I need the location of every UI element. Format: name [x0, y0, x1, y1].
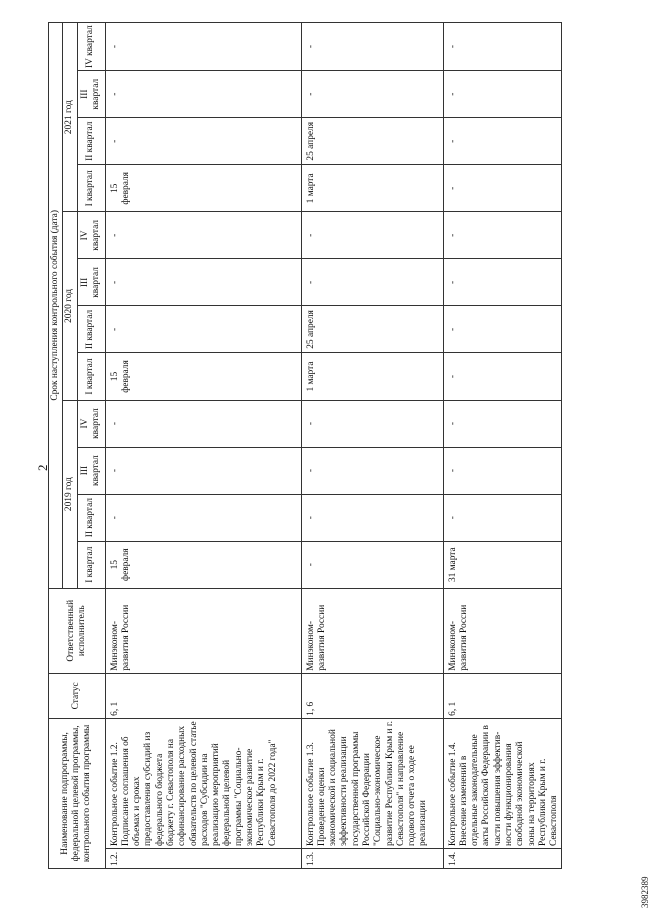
header-quarter: IV квартал — [77, 212, 105, 259]
date-cell: 1 марта — [301, 165, 443, 212]
date-cell: - — [301, 494, 443, 541]
date-cell: - — [443, 165, 562, 212]
date-cell: - — [105, 118, 301, 165]
header-responsible: Ответственный исполнитель — [49, 588, 106, 673]
table-row — [443, 23, 562, 869]
header-quarter: IV квартал — [77, 23, 105, 71]
row-number: 1.2. — [105, 848, 301, 868]
row-status: 1, 6 — [301, 673, 443, 718]
date-cell: - — [443, 118, 562, 165]
date-cell: 15 февраля — [105, 165, 301, 212]
header-deadline: Срок наступления контрольного события (дата) — [49, 23, 63, 589]
date-cell: - — [301, 400, 443, 447]
date-cell: - — [105, 23, 301, 71]
header-year-2020: 2020 год — [63, 212, 77, 400]
page-number: 2 — [35, 465, 51, 472]
row-title: Контрольное событие 1.2. Подписание соглашения об объемах и сроках предоставления субсидий из федерального бюджета бюджету г. Севастополя на софинансирование расходных обязательств по целевой статье расходов "Субсидии на реализацию мероприятий федеральной целевой программы "Социально-экономическое развитие Республики Крым и г. Севастополя до 2022 года" — [105, 718, 301, 848]
date-cell: - — [301, 71, 443, 118]
date-cell: 1 марта — [301, 353, 443, 400]
date-cell: - — [443, 353, 562, 400]
table-row — [301, 23, 443, 869]
date-cell: - — [443, 259, 562, 306]
table-row — [105, 23, 301, 869]
date-cell: - — [105, 494, 301, 541]
date-cell: 15 февраля — [105, 541, 301, 588]
control-events-table — [48, 22, 562, 869]
date-cell: - — [443, 212, 562, 259]
row-responsible: Минэконом-развития России — [443, 588, 562, 673]
date-cell: - — [301, 23, 443, 71]
header-quarter: I квартал — [77, 541, 105, 588]
date-cell: - — [301, 259, 443, 306]
header-quarter: II квартал — [77, 118, 105, 165]
date-cell: - — [443, 71, 562, 118]
date-cell: - — [301, 447, 443, 494]
row-number: 1.4. — [443, 848, 562, 868]
row-title: Контрольное событие 1.4. Внесение изменений в отдельные законодательные акты Российской Федерации в части повышения эффектив-ности функционирования свободной экономической зоны на территориях Республики Крым и г. Севастополя — [443, 718, 562, 848]
date-cell: 15 февраля — [105, 353, 301, 400]
date-cell: - — [105, 71, 301, 118]
header-status: Статус — [49, 673, 106, 718]
header-quarter: I квартал — [77, 165, 105, 212]
date-cell: - — [443, 447, 562, 494]
date-cell: 25 апреля — [301, 306, 443, 353]
row-title: Контрольное событие 1.3. Проведение оценки экономической и социальной эффективности реализации государственной программы Российской Федерации "Социально-экономическое развитие Республики Крым и г. Севастополя" и направление годового отчета о ходе ее реализации — [301, 718, 443, 848]
date-cell: 31 марта — [443, 541, 562, 588]
row-responsible: Минэконом-развития России — [301, 588, 443, 673]
header-quarter: III квартал — [77, 447, 105, 494]
date-cell: - — [443, 23, 562, 71]
date-cell: - — [301, 212, 443, 259]
date-cell: - — [301, 541, 443, 588]
date-cell: - — [443, 306, 562, 353]
header-quarter: II квартал — [77, 306, 105, 353]
header-quarter: IV квартал — [77, 400, 105, 447]
row-responsible: Минэконом-развития России — [105, 588, 301, 673]
row-status: 6, 1 — [443, 673, 562, 718]
date-cell: 25 апреля — [301, 118, 443, 165]
header-quarter: I квартал — [77, 353, 105, 400]
header-quarter: III квартал — [77, 259, 105, 306]
header-quarter: III квартал — [77, 71, 105, 118]
date-cell: - — [105, 212, 301, 259]
header-year-2021: 2021 год — [63, 23, 77, 212]
date-cell: - — [443, 400, 562, 447]
date-cell: - — [105, 447, 301, 494]
header-quarter: II квартал — [77, 494, 105, 541]
date-cell: - — [105, 400, 301, 447]
header-name: Наименование подпрограммы, федеральной целевой программы, контрольного события программы — [49, 718, 106, 868]
row-status: 6, 1 — [105, 673, 301, 718]
date-cell: - — [105, 259, 301, 306]
header-year-2019: 2019 год — [63, 400, 77, 588]
document-code: 3982389 — [640, 877, 650, 908]
date-cell: - — [443, 494, 562, 541]
row-number: 1.3. — [301, 848, 443, 868]
date-cell: - — [105, 306, 301, 353]
